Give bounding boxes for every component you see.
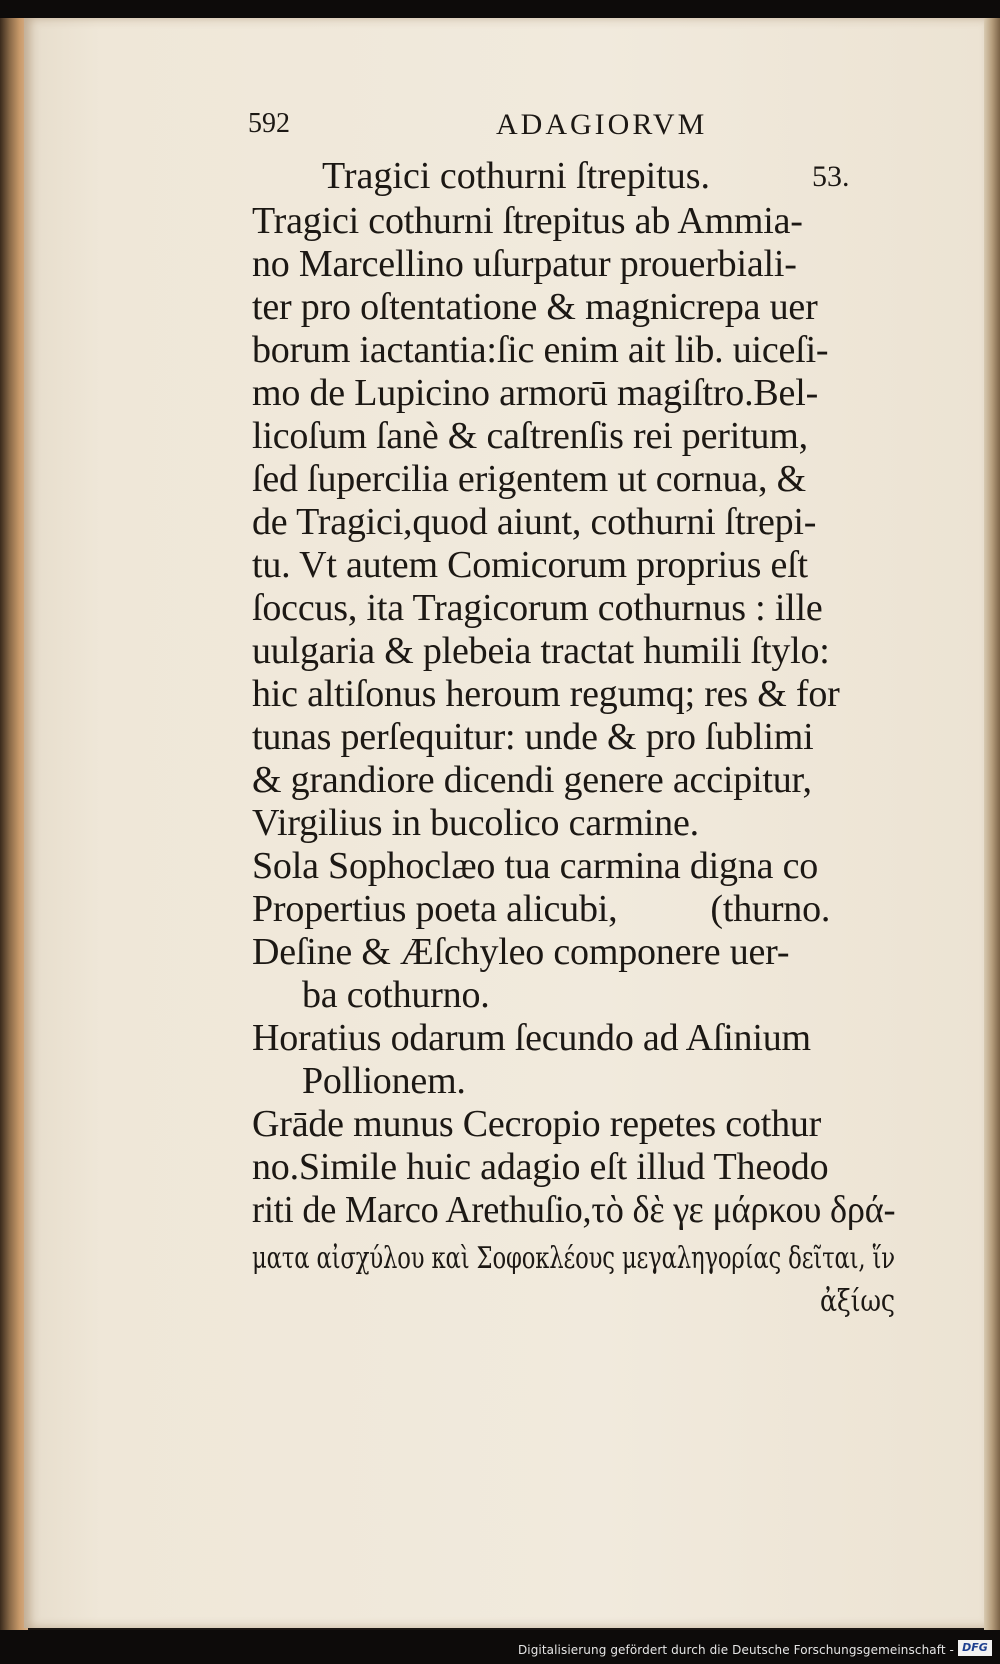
footer-credit: Digitalisierung gefördert durch die Deutsche Forschungsgemeinschaft - xyxy=(517,1643,954,1657)
text-line: no.Simile huic adagio eſt illud Theodo xyxy=(252,1146,829,1188)
scan-top-border xyxy=(0,0,1000,18)
text-line: licoſum ſanè & caſtrenſis rei peritum, xyxy=(252,415,808,457)
text-line: hic altiſonus heroum regumq; res & for xyxy=(252,673,840,715)
text-line: riti de Marco Arethuſio,τὸ δὲ γε μάρκου δρά- xyxy=(252,1189,896,1231)
text-line: ſoccus, ita Tragicorum cothurnus : ille xyxy=(252,587,823,629)
page-number: 592 xyxy=(248,108,290,139)
text-line: Sola Sophoclæo tua carmina digna co xyxy=(252,845,819,887)
text-line: ſed ſupercilia erigentem ut cornua, & xyxy=(252,458,806,500)
text-line: ματα αἰσχύλου καὶ Σοφοκλέους μεγαληγορίας δεῖται, ἵν xyxy=(252,1241,895,1276)
text-line: Pollionem. xyxy=(302,1060,466,1102)
text-line: Tragici cothurni ſtrepitus ab Ammia- xyxy=(252,200,803,242)
text-line: Grāde munus Cecropio repetes cothur xyxy=(252,1103,822,1145)
text-line: mo de Lupicino armorū magiſtro.Bel- xyxy=(252,372,819,414)
adage-number: 53. xyxy=(812,160,850,193)
text-line: Deſine & Æſchyleo componere uer- xyxy=(252,931,790,973)
text-line: Virgilius in bucolico carmine. xyxy=(252,802,699,844)
text-line: Propertius poeta alicubi, (thurno. xyxy=(252,888,831,930)
text-line: Horatius odarum ſecundo ad Aſinium xyxy=(252,1017,811,1059)
text-line: ter pro oſtentatione & magnicrepa uer xyxy=(252,286,818,328)
catchword: ἀξίως xyxy=(820,1284,895,1319)
page-right-edge xyxy=(984,18,1000,1630)
text-line: uulgaria & plebeia tractat humili ſtylo: xyxy=(252,630,830,672)
text-line: no Marcellino uſurpatur prouerbiali- xyxy=(252,243,797,285)
text-line: borum iactantia:ſic enim ait lib. uiceſi- xyxy=(252,329,829,371)
text-line: tunas perſequitur: unde & pro ſublimi xyxy=(252,716,814,758)
text-line: de Tragici,quod aiunt, cothurni ſtrepi- xyxy=(252,501,817,543)
text-line: ba cothurno. xyxy=(302,974,490,1016)
text-line: & grandiore dicendi genere accipitur, xyxy=(252,759,812,801)
adage-title: Tragici cothurni ſtrepitus. xyxy=(322,155,711,197)
text-line: tu. Vt autem Comicorum proprius eſt xyxy=(252,544,808,586)
running-head: ADAGIORVM xyxy=(496,108,708,141)
dfg-logo: DFG xyxy=(958,1640,992,1656)
